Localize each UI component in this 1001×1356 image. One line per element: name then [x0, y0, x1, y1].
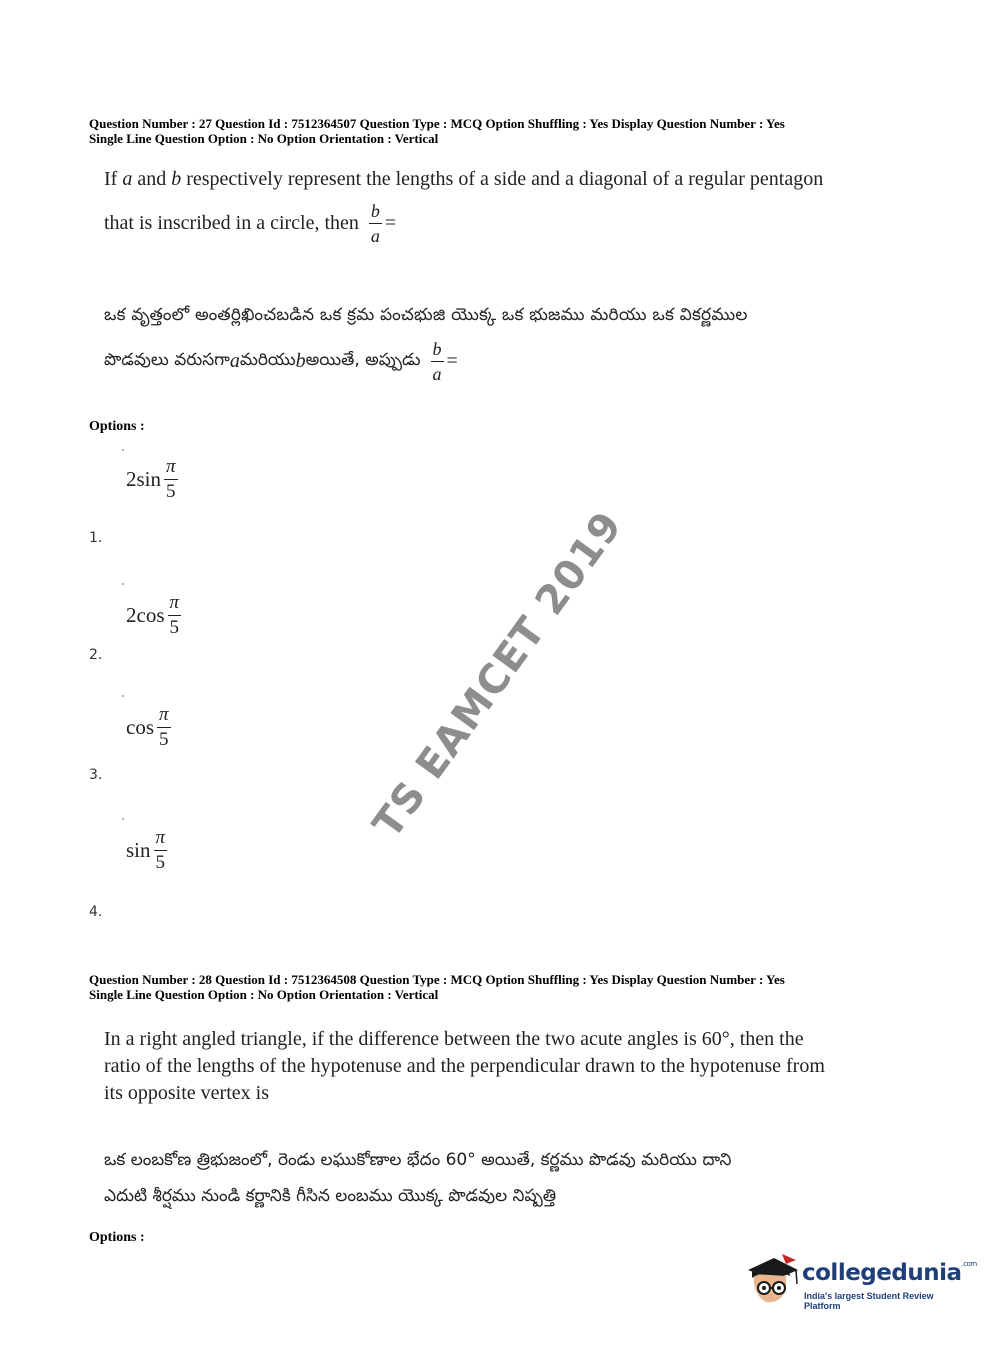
- logo-domain-suffix: .com: [961, 1260, 977, 1268]
- option-2-number: 2.: [89, 647, 103, 663]
- fraction-b-over-a: $\frac{b}{a}$: [370, 201, 380, 246]
- question-28-english-line-2: ratio of the lengths of the hypotenuse and the perpendicular drawn to the hypotenuse from: [104, 1055, 825, 1077]
- graduate-mascot-icon: [742, 1250, 800, 1308]
- option-4-number: 4.: [89, 904, 103, 920]
- option-4-expression[interactable]: sin $\frac{\pi}{5}$: [126, 827, 166, 873]
- option-3-expression[interactable]: cos $\frac{\pi}{5}$: [126, 704, 169, 750]
- option-2-fraction: $\frac{\pi}{5}$: [169, 592, 180, 638]
- option-1-fraction: $\frac{\pi}{5}$: [166, 456, 176, 502]
- option-3-marker: [122, 695, 124, 697]
- question-28-english-line-1: In a right angled triangle, if the difference between the two acute angles is 60°, then the: [104, 1028, 804, 1050]
- question-28-english-line-3: its opposite vertex is: [104, 1082, 269, 1104]
- question-27-options-label: Options :: [89, 419, 145, 434]
- question-27-meta-line-1: Question Number : 27 Question Id : 7512364507 Question Type : MCQ Option Shuffling : Yes Display Question Number : Yes: [89, 116, 785, 131]
- question-27-meta-line-2: Single Line Question Option : No Option Orientation : Vertical: [89, 131, 439, 146]
- option-3-fraction: $\frac{\pi}{5}$: [159, 704, 169, 750]
- fraction-b-over-a-telugu: $\frac{b}{a}$: [432, 339, 442, 384]
- question-28-telugu-line-1: ఒక లంబకోణ త్రిభుజంలో, రెండు లఘుకోణాల భేదం 60° అయితే, కర్ణము పొడవు మరియు దాని: [104, 1150, 732, 1170]
- option-3-number: 3.: [89, 767, 103, 783]
- question-28-options-label: Options :: [89, 1230, 145, 1245]
- option-2-marker: [122, 583, 124, 585]
- option-1-marker: [122, 449, 124, 451]
- question-28-meta-line-1: Question Number : 28 Question Id : 7512364508 Question Type : MCQ Option Shuffling : Yes Display Question Number : Yes: [89, 972, 785, 987]
- question-27-telugu-line-2: పొడవులు వరుసగా a మరియు b అయితే, అప్పుడు $\frac{b}{a}$ =: [104, 339, 458, 384]
- collegedunia-logo[interactable]: [742, 1250, 977, 1311]
- question-28-telugu-line-2: ఎదుటి శీర్షము నుండి కర్ణానికి గీసిన లంబము యొక్క పొడవుల నిష్పత్తి: [104, 1186, 557, 1206]
- option-1-number: 1.: [89, 530, 103, 546]
- question-27-english-line-2: that is inscribed in a circle, then $\frac{b}{a}$ =: [104, 201, 397, 246]
- option-2-expression[interactable]: 2 cos $\frac{\pi}{5}$: [126, 592, 180, 638]
- option-4-marker: [122, 818, 124, 820]
- question-28-meta-line-2: Single Line Question Option : No Option Orientation : Vertical: [89, 987, 439, 1002]
- watermark: TS EAMCET 2019: [364, 503, 632, 847]
- option-1-expression[interactable]: 2 sin $\frac{\pi}{5}$: [126, 456, 176, 502]
- question-27-english-line-1: If a and b respectively represent the lengths of a side and a diagonal of a regular pentagon: [104, 168, 824, 190]
- option-4-fraction: $\frac{\pi}{5}$: [155, 827, 166, 873]
- logo-tagline: India's largest Student Review Platform: [804, 1291, 934, 1311]
- logo-wordmark: collegedunia: [802, 1260, 962, 1286]
- question-27-telugu-line-1: ఒక వృత్తంలో అంతర్లిఖించబడిన ఒక క్రమ పంచభుజి యొక్క ఒక భుజము మరియు ఒక వికర్ణముల: [104, 305, 748, 325]
